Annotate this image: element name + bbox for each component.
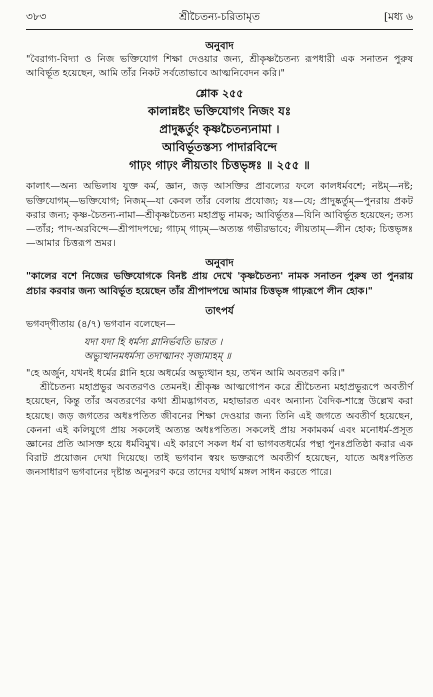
gita-quote-line: অভ্যুত্থানমধর্মস্য তদাত্মানং সৃজাম্যহম্ ॥ — [84, 350, 231, 362]
gita-quote-line: যদা যদা হি ধর্মস্য গ্লানির্ভবতি ভারত । — [84, 337, 223, 349]
page-content — [26, 40, 413, 481]
word-synonyms: কালাৎ—অন্য অভিলাষ যুক্ত কর্ম, জ্ঞান, জড় আসক্তির প্রাবল্যের ফলে কালধর্মবশে; নষ্টম্—নষ্ট; ভক্তিযোগম্—ভক্তিযোগ; নিজম্—যা কেবল তাঁর বেলায় প্রযোজ্য; যঃ—যে; প্রাদুষ্কর্তুম্—পুনরায় প্রকট করার জন্য; কৃষ্ণ-চৈতন্য-নামা—শ্রীকৃষ্ণচৈতন্য মহাপ্রভু নামক; আবির্ভূতঃ—যিনি আবির্ভূত হয়েছেন; তস্য—তাঁর; পাদ-অরবিন্দে—শ্রীপাদপদ্মে; গাঢ়ম্ গাঢ়ম্—অত্যন্ত গভীরভাবে; লীয়তাম্—লীন হোক; চিত্তভৃঙ্গঃ—আমার চিত্তরূপ ভ্রমর। — [26, 181, 413, 250]
chapter-label: [মধ্য ৬ — [383, 11, 413, 23]
verse-line: আবির্ভূতস্তস্য পাদারবিন্দে — [162, 140, 277, 155]
verse-line: গাঢ়ং গাঢ়ং লীয়তাং চিত্তভৃঙ্গঃ ॥ ২৫৫ ॥ — [129, 158, 310, 173]
page-number: ৩৮৩ — [26, 11, 47, 23]
header-rule — [26, 29, 413, 30]
sanskrit-verse — [26, 102, 413, 174]
verse-line: প্রাদুষ্কর্তুং কৃষ্ণচৈতন্যনামা । — [159, 122, 280, 137]
translation-heading: অনুবাদ — [205, 258, 234, 270]
purport-heading: তাৎপর্য — [205, 305, 234, 317]
quote-translation: "হে অর্জুন, যখনই ধর্মের গ্লানি হয়ে অধর্মের অভ্যুত্থান হয়, তখন আমি অবতরণ করি।" — [26, 368, 345, 380]
running-header — [26, 8, 413, 26]
translation-text: "কালের বশে নিজের ভক্তিযোগকে বিনষ্ট প্রায় দেখে 'কৃষ্ণচৈতন্য' নামক সনাতন পুরুষ তা পুনরায় প্রচার করবার জন্য আবির্ভূত হয়েছেন তাঁর শ্রীপাদপদ্মে আমার চিত্তভৃঙ্গ গাঢ়রূপে লীন হোক।" — [26, 271, 413, 297]
purport-intro: ভগবদ্‌গীতায় (৪/৭) ভগবান বলেছেন— — [26, 318, 176, 330]
running-title: শ্রীচৈতন্য-চরিতামৃত — [179, 11, 260, 23]
verse-heading: শ্লোক ২৫৫ — [195, 87, 244, 101]
purport-body: শ্রীচৈতন্য মহাপ্রভুর অবতরণও তেমনই। শ্রীকৃষ্ণ আত্মগোপন করে শ্রীচৈতন্য মহাপ্রভুরূপে অবতীর্ণ হয়েছেন, কিন্তু তাঁর অবতরণের কথা শ্রীমদ্ভাগবত, মহাভারত এবং অন্যান্য বৈদিক-শাস্ত্রে উল্লেখ করা হয়েছে। জড় জগতের অধঃপতিত জীবনের শিক্ষা দেওয়ার জন্য তিনি এই জগতে অবতীর্ণ হয়েছেন, কেননা এই কলিযুগে প্রায় সকলেই অত্যন্ত অধঃপতিত। সকলেই প্রায় সকামকর্ম এবং মনোধর্ম-প্রসূত জ্ঞানের প্রতি আসক্ত হয়ে ধর্মবিমুখ। এই কারণে সকল ধর্ম বা ভাগবতধর্মের পন্থা পুনঃপ্রতিষ্ঠা করার এক বিরাট প্রয়োজন দেখা দিয়েছে। তাই ভগবান স্বয়ং ভক্তরূপে অবতীর্ণ হয়েছেন, যাতে অধঃপতিত জনসাধারণ ভগবানের দৃষ্টান্ত অনুসরণ করে তাদের যথার্থ মঙ্গল সাধন করতে পারে। — [26, 382, 413, 479]
verse-line: কালান্নষ্টং ভক্তিযোগং নিজং যঃ — [147, 104, 292, 119]
translation-heading: অনুবাদ — [205, 41, 234, 52]
translation-text: "বৈরাগ্য-বিদ্যা ও নিজ ভক্তিযোগ শিক্ষা দেওয়ার জন্য, শ্রীকৃষ্ণচৈতন্য রূপধারী এক সনাতন পুরুষ আবির্ভূত হয়েছেন, আমি তাঁর নিকট সর্বতোভাবে আত্মনিবেদন করি।" — [26, 54, 413, 80]
